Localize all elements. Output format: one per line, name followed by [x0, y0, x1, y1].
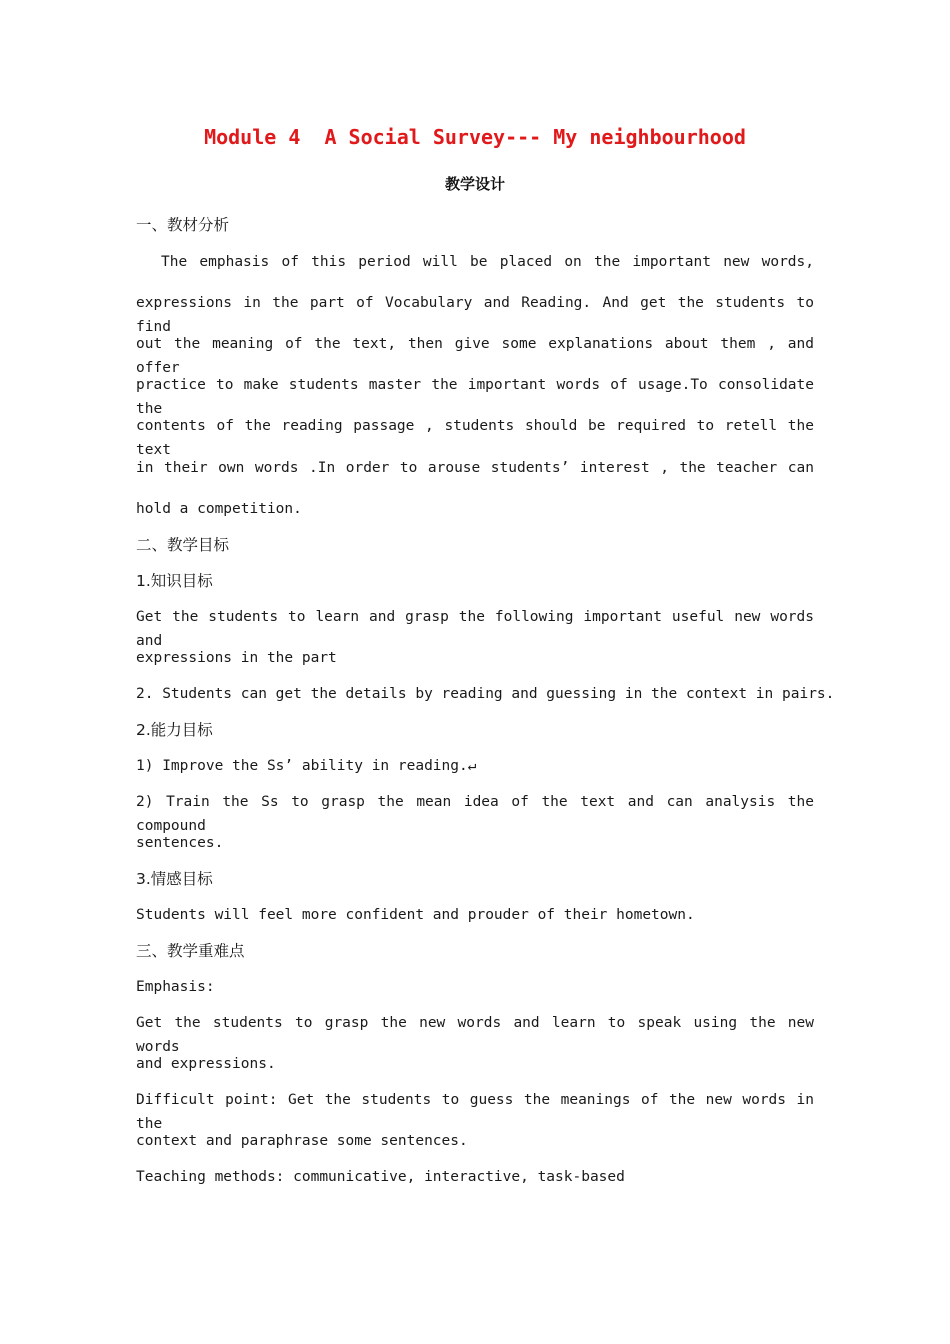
paragraph-line: hold a competition. [136, 501, 302, 517]
paragraph-line: sentences. [136, 835, 224, 851]
paragraph-line: in their own words .In order to arouse students’ interest , the teacher can [136, 460, 814, 476]
paragraph-line: and expressions. [136, 1056, 276, 1072]
paragraph-line: expressions in the part of Vocabulary and Reading. And get the students to find [136, 295, 814, 335]
paragraph-line: contents of the reading passage , students should be required to retell the text [136, 418, 814, 458]
list-item: 1) Improve the Ss’ ability in reading.↵ [136, 758, 477, 774]
emphasis-label: Emphasis: [136, 979, 215, 995]
document-subtitle: 教学设计 [444, 175, 505, 193]
paragraph-line: Get the students to grasp the new words and learn to speak using the new words [136, 1015, 814, 1055]
section-heading-teaching-objectives: 二、教学目标 [136, 536, 230, 554]
paragraph-line: context and paraphrase some sentences. [136, 1133, 468, 1149]
list-item: 2. Students can get the details by reading and guessing in the context in pairs. [136, 686, 835, 702]
subheading-emotional-objectives: 3.情感目标 [136, 870, 213, 888]
teaching-methods: Teaching methods: communicative, interactive, task-based [136, 1169, 625, 1185]
paragraph-line: practice to make students master the important words of usage.To consolidate the [136, 377, 814, 417]
subheading-knowledge-objectives: 1.知识目标 [136, 572, 213, 590]
paragraph-line: out the meaning of the text, then give some explanations about them , and offer [136, 336, 814, 376]
section-heading-textbook-analysis: 一、教材分析 [136, 216, 230, 234]
paragraph-line: Students will feel more confident and prouder of their hometown. [136, 907, 695, 923]
document-title: Module 4 A Social Survey--- My neighbourhood [204, 125, 746, 149]
paragraph-line: Difficult point: Get the students to guess the meanings of the new words in the [136, 1092, 814, 1132]
section-heading-key-points: 三、教学重难点 [136, 942, 245, 960]
paragraph-line: The emphasis of this period will be placed on the important new words, [161, 254, 814, 270]
subheading-ability-objectives: 2.能力目标 [136, 721, 213, 739]
paragraph-line: expressions in the part [136, 650, 337, 666]
list-item: 2) Train the Ss to grasp the mean idea of the text and can analysis the compound [136, 794, 814, 834]
paragraph-line: Get the students to learn and grasp the following important useful new words and [136, 609, 814, 649]
